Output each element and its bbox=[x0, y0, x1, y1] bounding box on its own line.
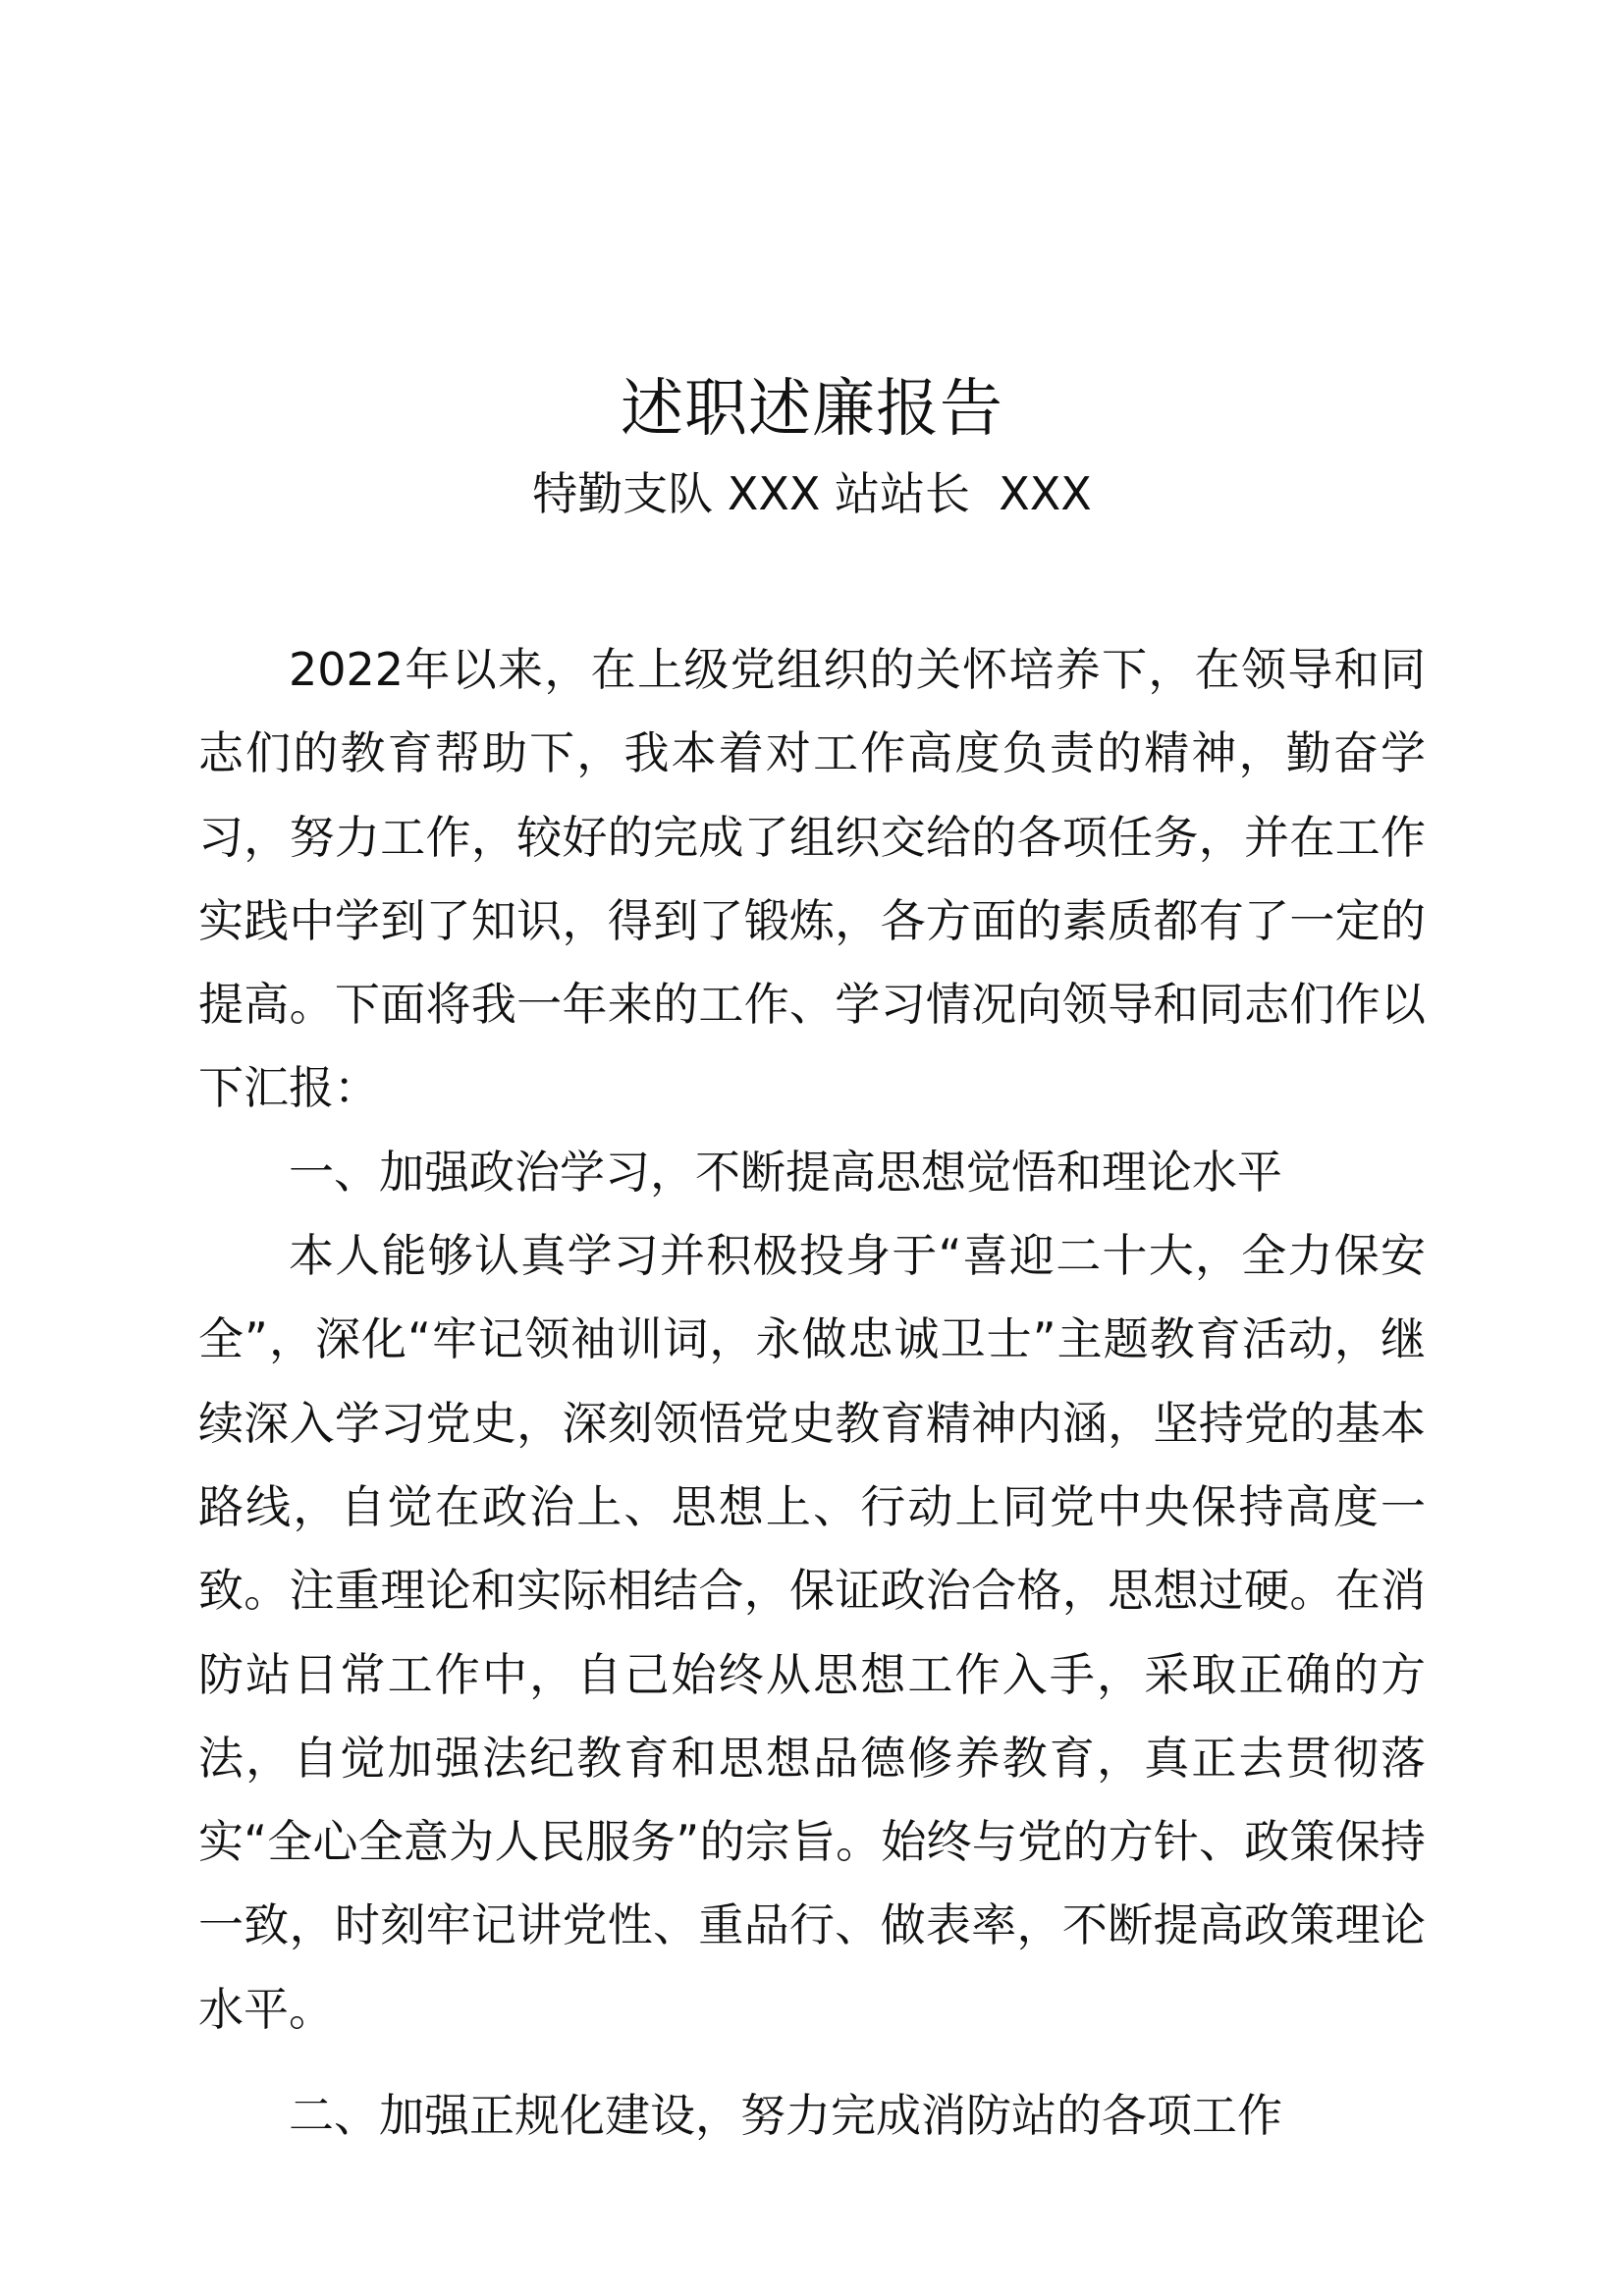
document-body bbox=[198, 628, 1426, 2158]
document-subtitle: 特勤支队 XXX 站站长 XXX bbox=[532, 467, 1092, 520]
document-title: 述职述廉报告 bbox=[621, 373, 1003, 446]
section-1-paragraph: 本人能够认真学习并积极投身于“喜迎二十大，全力保安全”，深化“牢记领袖训词，永做忠诚卫士”主题教育活动，继续深入学习党史，深刻领悟党史教育精神内涵，坚持党的基本路线，自觉在政治上、思想上、行动上同党中央保持高度一致。注重理论和实际相结合，保证政治合格，思想过硬。在消防站日常工作中，自己始终从思想工作入手，采取正确的方法，自觉加强法纪教育和思想品德修养教育，真正去贯彻落实“全心全意为人民服务”的宗旨。始终与党的方针、政策保持一致，时刻牢记讲党性、重品行、做表率，不断提高政策理论水平。 bbox=[198, 1229, 1426, 2036]
section-heading-1: 一、加强政治学习，不断提高思想觉悟和理论水平 bbox=[289, 1145, 1282, 1199]
intro-paragraph: 2022年以来，在上级党组织的关怀培养下，在领导和同志们的教育帮助下，我本着对工作高度负责的精神，勤奋学习，努力工作，较好的完成了组织交给的各项任务，并在工作实践中学到了知识，得到了锻炼，各方面的素质都有了一定的提高。下面将我一年来的工作、学习情况向领导和同志们作以下汇报： bbox=[198, 643, 1426, 1115]
section-heading-2: 二、加强正规化建设，努力完成消防站的各项工作 bbox=[289, 2089, 1282, 2143]
